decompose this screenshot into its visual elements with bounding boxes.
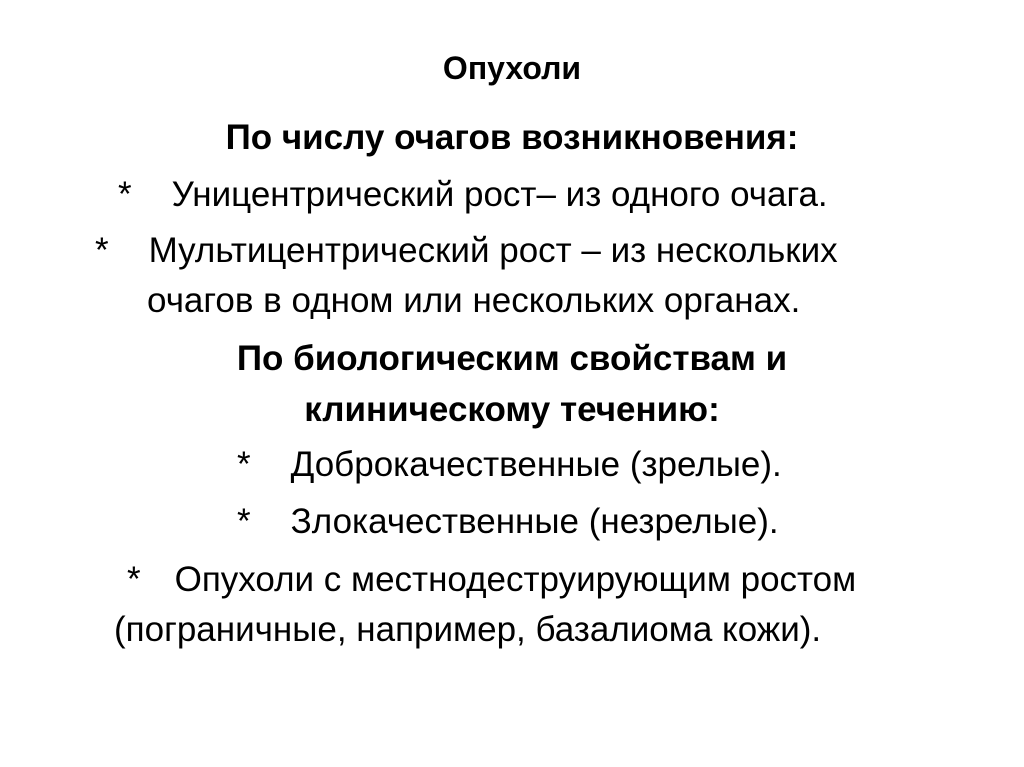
list-item-unicentric-text: Уницентрический рост– из одного очага.	[171, 175, 828, 214]
list-item-multicentric-text-1: Мультицентрический рост – из нескольких	[148, 231, 838, 270]
bullet-asterisk: *	[237, 445, 251, 484]
bullet-asterisk: *	[237, 502, 251, 541]
bullet-asterisk: *	[95, 231, 109, 270]
list-item-local-destructive	[127, 562, 856, 597]
section-heading-biology-1: По биологическим свойствам и	[236, 339, 788, 378]
section-heading-biology-2: клиническому течению:	[304, 390, 720, 429]
list-item-multicentric-continuation: очагов в одном или нескольких органах.	[147, 281, 801, 320]
list-item-benign	[237, 447, 782, 482]
list-item-unicentric	[118, 177, 828, 212]
bullet-asterisk: *	[118, 175, 132, 214]
list-item-malignant	[237, 504, 779, 539]
bullet-asterisk: *	[127, 560, 141, 599]
list-item-local-destructive-continuation: (пограничные, например, базалиома кожи).	[114, 610, 822, 649]
list-item-benign-text: Доброкачественные (зрелые).	[290, 445, 782, 484]
list-item-multicentric	[95, 233, 838, 268]
list-item-malignant-text: Злокачественные (незрелые).	[290, 502, 779, 541]
list-item-local-destructive-text-1: Опухоли с местнодеструирующим ростом	[174, 560, 857, 599]
section-heading-origin: По числу очагов возникновения:	[225, 118, 799, 157]
slide-title: Опухоли	[442, 50, 582, 86]
